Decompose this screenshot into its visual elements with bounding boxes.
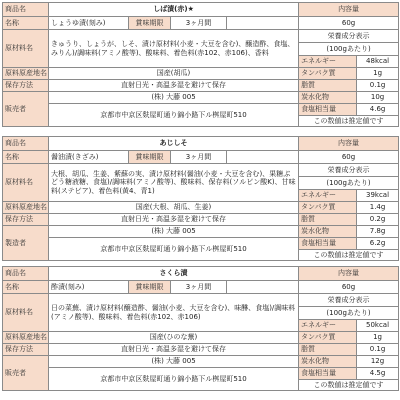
carbs-value: 12g — [357, 356, 399, 368]
category-value: 醤油漬(きざみ) — [49, 151, 129, 164]
protein-value: 1g — [357, 332, 399, 344]
company-name: (株) 大藤 005 — [49, 226, 299, 238]
best-before-value: 3ヶ月間 — [171, 281, 227, 294]
energy-label: エネルギー — [299, 56, 357, 68]
salt-label: 食塩相当量 — [299, 368, 357, 380]
best-before-label: 賞味期限 — [129, 17, 171, 30]
nutrition-title: 栄養成分表示 — [299, 164, 399, 177]
ingredients-value: 日の菜蕪、漬け原材料(醸造酢、醤油(小麦、大豆を含む)、味醂、食塩)/調味料(アミノ酸等)、酸味料、着色料(赤102、赤106) — [49, 294, 299, 332]
company-address: 京都市中京区麩屋町通り錦小路下ル桝屋町510 — [49, 104, 299, 127]
carbs-value: 7.8g — [357, 226, 399, 238]
nutrition-unit: (100gあたり) — [299, 43, 399, 56]
product-label: 商品名 — [3, 3, 49, 17]
name-label: 名称 — [3, 17, 49, 30]
category-value: しょうゆ漬(刻み) — [49, 17, 129, 30]
fat-label: 脂質 — [299, 344, 357, 356]
ingredients-value: 大根、胡瓜、生姜、紫蘇の実、漬け原材料(醤油(小麦・大豆を含む)、果糖ぶどう糖液糖、食塩)/調味料(アミノ酸等)、酸味料、保存料(ソルビン酸K)、甘味料(ステビア)、着色料(黄4、青1) — [49, 164, 299, 202]
product-label-2 — [0, 136, 400, 261]
ingredients-label: 原材料名 — [3, 294, 49, 332]
energy-label: エネルギー — [299, 190, 357, 202]
energy-value: 50kcal — [357, 320, 399, 332]
salt-label: 食塩相当量 — [299, 104, 357, 116]
best-before-value: 3ヶ月間 — [171, 151, 227, 164]
nutrition-unit: (100gあたり) — [299, 307, 399, 320]
name-label: 名称 — [3, 281, 49, 294]
storage-label: 保存方法 — [3, 80, 49, 92]
product-name: しば漬(赤)★ — [49, 3, 299, 17]
company-role-label: 製造者 — [3, 226, 49, 261]
estimate-note: この数値は推定値です — [299, 250, 399, 261]
estimate-note: この数値は推定値です — [299, 116, 399, 127]
salt-value: 6.2g — [357, 238, 399, 250]
fat-value: 0.1g — [357, 344, 399, 356]
company-name: (株) 大藤 005 — [49, 356, 299, 368]
origin-label: 原料原産地名 — [3, 332, 49, 344]
product-name: さくら漬 — [49, 267, 299, 281]
volume-value: 60g — [299, 281, 399, 294]
ingredients-label: 原材料名 — [3, 30, 49, 68]
ingredients-label: 原材料名 — [3, 164, 49, 202]
energy-label: エネルギー — [299, 320, 357, 332]
volume-value: 60g — [299, 151, 399, 164]
estimate-note: この数値は推定値です — [299, 380, 399, 391]
nutrition-title: 栄養成分表示 — [299, 30, 399, 43]
protein-label: タンパク質 — [299, 332, 357, 344]
volume-label: 内容量 — [299, 3, 399, 17]
salt-value: 4.6g — [357, 104, 399, 116]
storage-value: 直射日光・高温多湿を避けて保存 — [49, 344, 299, 356]
name-label: 名称 — [3, 151, 49, 164]
carbs-value: 10g — [357, 92, 399, 104]
energy-value: 48kcal — [357, 56, 399, 68]
volume-label: 内容量 — [299, 137, 399, 151]
company-role-label: 販売者 — [3, 92, 49, 127]
product-label-3 — [0, 266, 400, 391]
origin-value: 国産(大根、胡瓜、生姜) — [49, 202, 299, 214]
product-label: 商品名 — [3, 267, 49, 281]
best-before-value: 3ヶ月間 — [171, 17, 227, 30]
protein-label: タンパク質 — [299, 68, 357, 80]
product-label-1 — [0, 2, 400, 127]
company-address: 京都市中京区麩屋町通り錦小路下ル桝屋町510 — [49, 368, 299, 391]
fat-value: 0.2g — [357, 214, 399, 226]
fat-label: 脂質 — [299, 80, 357, 92]
carbs-label: 炭水化物 — [299, 92, 357, 104]
protein-value: 1g — [357, 68, 399, 80]
company-name: (株) 大藤 005 — [49, 92, 299, 104]
salt-value: 4.5g — [357, 368, 399, 380]
origin-label: 原料原産地名 — [3, 68, 49, 80]
company-role-label: 販売者 — [3, 356, 49, 391]
origin-value: 国産(ひのな蕪) — [49, 332, 299, 344]
protein-value: 1.4g — [357, 202, 399, 214]
volume-label: 内容量 — [299, 267, 399, 281]
storage-label: 保存方法 — [3, 214, 49, 226]
origin-label: 原料原産地名 — [3, 202, 49, 214]
product-name: あじしそ — [49, 137, 299, 151]
nutrition-title: 栄養成分表示 — [299, 294, 399, 307]
fat-value: 0.1g — [357, 80, 399, 92]
origin-value: 国産(胡瓜) — [49, 68, 299, 80]
best-before-label: 賞味期限 — [129, 281, 171, 294]
protein-label: タンパク質 — [299, 202, 357, 214]
volume-value: 60g — [299, 17, 399, 30]
company-address: 京都市中京区麩屋町通り錦小路下ル桝屋町510 — [49, 238, 299, 261]
storage-label: 保存方法 — [3, 344, 49, 356]
product-label: 商品名 — [3, 137, 49, 151]
fat-label: 脂質 — [299, 214, 357, 226]
nutrition-unit: (100gあたり) — [299, 177, 399, 190]
carbs-label: 炭水化物 — [299, 226, 357, 238]
carbs-label: 炭水化物 — [299, 356, 357, 368]
storage-value: 直射日光・高温多湿を避けて保存 — [49, 80, 299, 92]
energy-value: 39kcal — [357, 190, 399, 202]
best-before-label: 賞味期限 — [129, 151, 171, 164]
salt-label: 食塩相当量 — [299, 238, 357, 250]
ingredients-value: きゅうり、しょうが、しそ、漬け原材料(小麦・大豆を含む)、醸造酢、食塩、みりん)/調味料(アミノ酸等)、酸味料、着色料(赤102、赤106)、香料 — [49, 30, 299, 68]
category-value: 酢漬(刻み) — [49, 281, 129, 294]
storage-value: 直射日光・高温多湿を避けて保存 — [49, 214, 299, 226]
